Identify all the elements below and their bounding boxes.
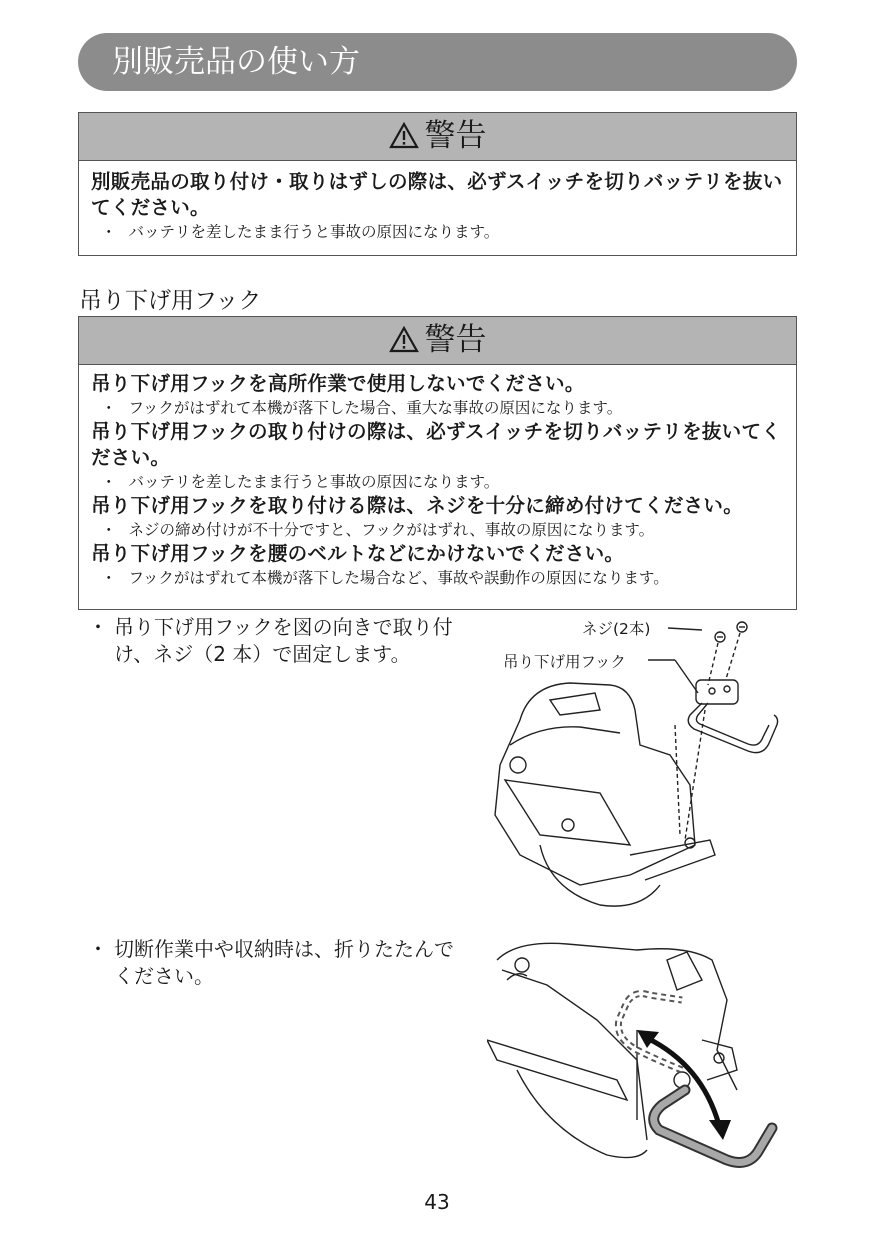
warning-sub-text: ・ フックがはずれて本機が落下した場合など、事故や誤動作の原因になります。 <box>101 569 669 587</box>
warning-header <box>79 317 796 365</box>
warning-box-general <box>78 112 797 256</box>
page-title: 別販売品の使い方 <box>78 33 797 91</box>
warning-main-text: 吊り下げ用フックの取り付けの際は、必ずスイッチを切りバッテリを抜いてください。 <box>91 420 782 469</box>
warning-main-text: 吊り下げ用フックを腰のベルトなどにかけないでください。 <box>91 542 625 565</box>
warning-main-text: 吊り下げ用フックを高所作業で使用しないでください。 <box>91 372 585 395</box>
warning-box-hook <box>78 316 797 610</box>
warning-label: 警告 <box>424 322 487 358</box>
section-title: 吊り下げ用フック <box>79 288 262 314</box>
step-attach-hook: ・ 吊り下げ用フックを図の向きで取り付け、ネジ（2 本）で固定します。 <box>88 615 453 666</box>
warning-main-text: 別販売品の取り付け・取りはずしの際は、必ずスイッチを切りバッテリを抜いてください。 <box>91 170 783 219</box>
warning-triangle-icon <box>389 122 419 149</box>
warning-sub-text: ・ フックがはずれて本機が落下した場合、重大な事故の原因になります。 <box>101 399 623 417</box>
callout-screws: ネジ(2本) <box>582 620 651 638</box>
warning-label: 警告 <box>424 118 487 154</box>
warning-triangle-icon <box>389 326 419 353</box>
warning-sub-text: ・ バッテリを差したまま行うと事故の原因になります。 <box>101 223 500 241</box>
warning-header <box>79 113 796 161</box>
warning-sub-text: ・ ネジの締め付けが不十分ですと、フックがはずれ、事故の原因になります。 <box>101 521 655 539</box>
step-fold-hook: ・ 切断作業中や収納時は、折りたたんでください。 <box>88 937 454 988</box>
saw-fold-hook-illustration <box>487 940 787 1170</box>
warning-sub-text: ・ バッテリを差したまま行うと事故の原因になります。 <box>101 473 500 491</box>
saw-hook-illustration <box>480 615 800 915</box>
page-number: 43 <box>424 1190 450 1214</box>
warning-main-text: 吊り下げ用フックを取り付ける際は、ネジを十分に締め付けてください。 <box>91 494 744 517</box>
callout-hook: 吊り下げ用フック <box>503 653 626 671</box>
